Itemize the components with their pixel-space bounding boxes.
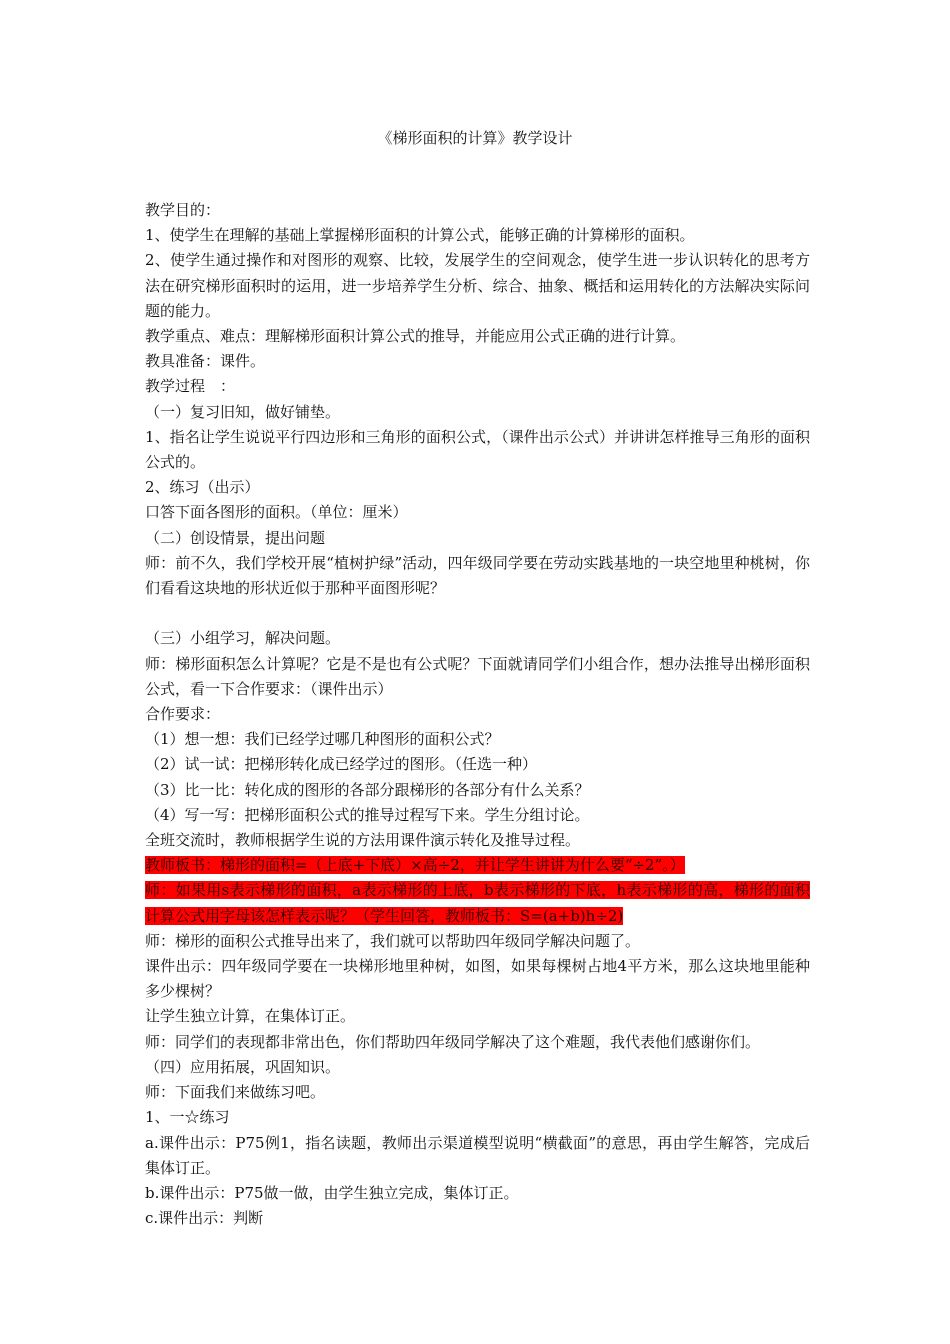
paragraph-group-intro: 师：梯形面积怎么计算呢？它是不是也有公式呢？下面就请同学们小组合作，想办法推导出梯形面积公式，看一下合作要求：（课件出示） [145, 654, 810, 698]
section-heading-group-study: （三）小组学习，解决问题。 [145, 629, 341, 648]
paragraph-board-formula [145, 853, 810, 878]
section-heading-review: （一）复习旧知，做好铺垫。 [145, 402, 341, 421]
paragraph-courseware-problem: 课件出示：四年级同学要在一块梯形地里种树，如图，如果每棵树占地4平方米，那么这块地里能种多少棵树？ [145, 957, 810, 1001]
paragraph-scenario: 师：前不久，我们学校开展“植树护绿”活动，四年级同学要在劳动实践基地的一块空地里种桃树，你们看看这块地的形状近似于那种平面图形呢？ [145, 553, 810, 598]
list-item-requirement-2: （2）试一试：把梯形转化成已经学过的图形。（任选一种） [145, 755, 538, 774]
list-item-practice-a: a.课件出示：P75例1，指名读题，教师出示渠道模型说明“横截面”的意思，再由学生解答，完成后集体订正。 [145, 1133, 810, 1177]
paragraph-practice-intro: 师：下面我们来做练习吧。 [145, 1083, 326, 1102]
paragraph-requirements-heading: 合作要求： [145, 705, 221, 724]
paragraph-review-1: 1、指名让学生说说平行四边形和三角形的面积公式，（课件出示公式）并讲讲怎样推导三角形的面积公式的。 [145, 427, 810, 472]
paragraph-key-points: 教学重点、难点：理解梯形面积计算公式的推导，并能应用公式正确的进行计算。 [145, 327, 686, 346]
paragraph-independent-calc: 让学生独立计算，在集体订正。 [145, 1007, 356, 1026]
list-item-practice-c: c.课件出示：判断 [145, 1209, 264, 1228]
section-heading-application: （四）应用拓展，巩固知识。 [145, 1057, 341, 1076]
list-item-requirement-1: （1）想一想：我们已经学过哪几种图形的面积公式？ [145, 730, 500, 749]
paragraph-objectives-heading: 教学目的： [145, 201, 221, 219]
list-item-requirement-4: （4）写一写：把梯形面积公式的推导过程写下来。学生分组讨论。 [145, 805, 590, 824]
paragraph-objective-2: 2、使学生通过操作和对图形的观察、比较，发展学生的空间观念，使学生进一步认识转化的思考方法在研究梯形面积时的运用，进一步培养学生分析、综合、抽象、概括和运用转化的方法解决实际问题的能力。 [145, 251, 810, 320]
highlighted-text: 师：如果用s表示梯形的面积，a表示梯形的上底，b表示梯形的下底，h表示梯形的高，梯形的面积计算公式用字母该怎样表示呢？（学生回答，教师板书：S=(a+b)h÷2) [145, 881, 810, 925]
highlighted-text: 教师板书：梯形的面积=（上底+下底）×高÷2，并让学生讲讲为什么要“÷2”。） [145, 856, 685, 875]
paragraph-oral-answer: 口答下面各图形的面积。（单位：厘米） [145, 503, 408, 522]
list-item-practice-b: b.课件出示：P75做一做，由学生独立完成，集体订正。 [145, 1183, 519, 1202]
paragraph-review-2: 2、练习（出示） [145, 478, 260, 497]
document-body [145, 198, 810, 1231]
document-title: 《梯形面积的计算》教学设计 [377, 129, 573, 147]
paragraph-praise: 师：同学们的表现都非常出色，你们帮助四年级同学解决了这个难题，我代表他们感谢你们。 [145, 1032, 761, 1051]
paragraph-practice-1: 1、一☆练习 [145, 1108, 230, 1127]
section-heading-scenario: （二）创设情景，提出问题 [145, 528, 326, 547]
paragraph-process-heading: 教学过程 ： [145, 377, 236, 396]
paragraph-class-exchange: 全班交流时，教师根据学生说的方法用课件演示转化及推导过程。 [145, 831, 581, 850]
paragraph-letter-formula [145, 878, 810, 928]
blank-line [145, 601, 810, 626]
list-item-requirement-3: （3）比一比：转化成的图形的各部分跟梯形的各部分有什么关系？ [145, 780, 590, 799]
paragraph-formula-derived: 师：梯形的面积公式推导出来了，我们就可以帮助四年级同学解决问题了。 [145, 931, 641, 950]
paragraph-objective-1: 1、使学生在理解的基础上掌握梯形面积的计算公式，能够正确的计算梯形的面积。 [145, 226, 695, 245]
paragraph-materials: 教具准备：课件。 [145, 352, 266, 371]
